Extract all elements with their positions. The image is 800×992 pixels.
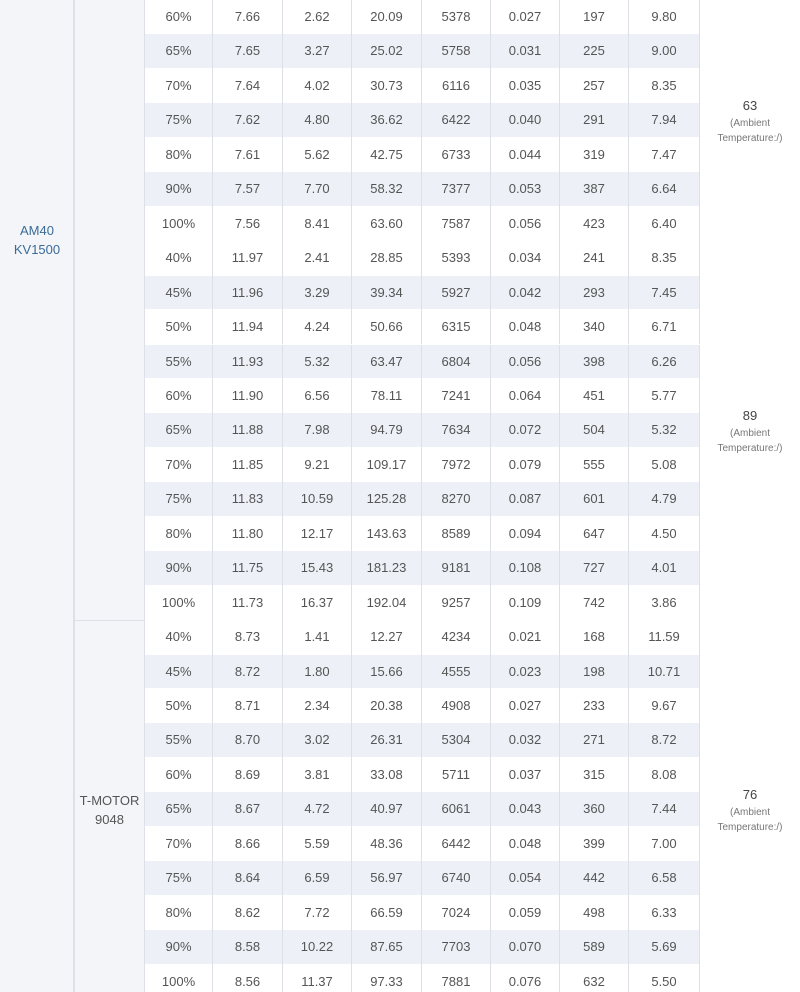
table-cell: 39.34 <box>352 276 422 310</box>
table-cell: 75% <box>145 482 213 516</box>
temperature-note: (Ambient <box>729 427 770 439</box>
temperature-value: 76 <box>742 786 758 802</box>
table-cell: 63.47 <box>352 345 422 379</box>
table-cell: 8.71 <box>213 689 283 723</box>
table-cell: 293 <box>560 276 629 310</box>
table-cell: 11.85 <box>213 448 283 482</box>
table-row <box>145 517 700 551</box>
table-cell: 90% <box>145 930 213 964</box>
table-row <box>145 241 700 275</box>
table-cell: 20.09 <box>352 0 422 34</box>
table-cell: 9.80 <box>629 0 700 34</box>
table-cell: 7241 <box>422 379 491 413</box>
table-row <box>145 103 700 137</box>
table-row <box>145 723 700 757</box>
table-cell: 5927 <box>422 276 491 310</box>
table-cell: 4.02 <box>283 69 352 103</box>
table-cell: 8.72 <box>213 655 283 689</box>
table-cell: 0.059 <box>491 896 560 930</box>
table-cell: 192.04 <box>352 586 422 620</box>
table-cell: 4.79 <box>629 482 700 516</box>
table-cell: 742 <box>560 586 629 620</box>
table-cell: 11.90 <box>213 379 283 413</box>
table-cell: 6.33 <box>629 896 700 930</box>
table-cell: 45% <box>145 655 213 689</box>
table-cell: 7.94 <box>629 103 700 137</box>
table-cell: 442 <box>560 861 629 895</box>
table-cell: 0.023 <box>491 655 560 689</box>
table-cell: 727 <box>560 551 629 585</box>
table-cell: 11.94 <box>213 310 283 344</box>
table-cell: 42.75 <box>352 138 422 172</box>
temperature-value: 63 <box>742 97 758 113</box>
table-cell: 50.66 <box>352 310 422 344</box>
table-cell: 100% <box>145 586 213 620</box>
table-cell: 26.31 <box>352 723 422 757</box>
table-cell: 181.23 <box>352 551 422 585</box>
table-cell: 0.109 <box>491 586 560 620</box>
table-cell: 7634 <box>422 413 491 447</box>
table-cell: 65% <box>145 413 213 447</box>
table-row <box>145 827 700 861</box>
table-cell: 125.28 <box>352 482 422 516</box>
table-row <box>145 586 700 620</box>
table-cell: 291 <box>560 103 629 137</box>
table-row <box>145 965 700 992</box>
table-cell: 0.040 <box>491 103 560 137</box>
table-cell: 7.45 <box>629 276 700 310</box>
table-cell: 2.62 <box>283 0 352 34</box>
motor-name-line2: 9048 <box>95 811 124 827</box>
table-cell: 7.56 <box>213 207 283 241</box>
table-row <box>145 551 700 585</box>
table-cell: 65% <box>145 34 213 68</box>
table-cell: 8.64 <box>213 861 283 895</box>
motor-name-line1: T-MOTOR <box>79 792 140 808</box>
table-cell: 10.22 <box>283 930 352 964</box>
table-cell: 7587 <box>422 207 491 241</box>
temperature-cell <box>700 620 800 992</box>
motor-name-cell <box>0 0 74 480</box>
table-cell: 3.81 <box>283 758 352 792</box>
motor-name <box>80 791 140 829</box>
table-cell: 15.43 <box>283 551 352 585</box>
table-cell: 20.38 <box>352 689 422 723</box>
table-cell: 5.50 <box>629 965 700 992</box>
table-cell: 0.064 <box>491 379 560 413</box>
table-cell: 6.64 <box>629 172 700 206</box>
table-cell: 0.032 <box>491 723 560 757</box>
table-cell: 399 <box>560 827 629 861</box>
table-cell: 4.72 <box>283 792 352 826</box>
temperature-note: Temperature:/) <box>717 132 783 144</box>
table-cell: 94.79 <box>352 413 422 447</box>
table-cell: 0.070 <box>491 930 560 964</box>
table-cell: 0.027 <box>491 689 560 723</box>
table-cell: 257 <box>560 69 629 103</box>
table-cell: 80% <box>145 896 213 930</box>
table-cell: 504 <box>560 413 629 447</box>
table-row <box>145 34 700 68</box>
table-cell: 8.41 <box>283 207 352 241</box>
table-row <box>145 345 700 379</box>
table-cell: 97.33 <box>352 965 422 992</box>
table-cell: 7.61 <box>213 138 283 172</box>
table-cell: 7.65 <box>213 34 283 68</box>
table-cell: 7377 <box>422 172 491 206</box>
table-cell: 100% <box>145 965 213 992</box>
table-cell: 5393 <box>422 241 491 275</box>
table-cell: 5711 <box>422 758 491 792</box>
table-cell: 0.027 <box>491 0 560 34</box>
temperature-cell <box>700 241 800 620</box>
table-row <box>145 482 700 516</box>
table-cell: 7.62 <box>213 103 283 137</box>
table-cell: 11.59 <box>629 620 700 654</box>
table-cell: 7.44 <box>629 792 700 826</box>
table-cell: 387 <box>560 172 629 206</box>
table-cell: 3.29 <box>283 276 352 310</box>
table-cell: 398 <box>560 345 629 379</box>
table-cell: 6.26 <box>629 345 700 379</box>
table-row <box>145 861 700 895</box>
table-cell: 6740 <box>422 861 491 895</box>
table-cell: 15.66 <box>352 655 422 689</box>
table-cell: 0.048 <box>491 310 560 344</box>
table-cell: 0.076 <box>491 965 560 992</box>
table-cell: 6733 <box>422 138 491 172</box>
table-cell: 4.24 <box>283 310 352 344</box>
table-cell: 4.50 <box>629 517 700 551</box>
table-cell: 7.98 <box>283 413 352 447</box>
table-cell: 601 <box>560 482 629 516</box>
table-cell: 11.73 <box>213 586 283 620</box>
table-row <box>145 448 700 482</box>
table-cell: 1.41 <box>283 620 352 654</box>
table-cell: 7.72 <box>283 896 352 930</box>
table-cell: 0.031 <box>491 34 560 68</box>
table-cell: 0.054 <box>491 861 560 895</box>
table-cell: 45% <box>145 276 213 310</box>
table-cell: 423 <box>560 207 629 241</box>
table-cell: 10.59 <box>283 482 352 516</box>
motor-name-line1: AM40 <box>20 223 54 238</box>
table-cell: 11.96 <box>213 276 283 310</box>
table-cell: 9181 <box>422 551 491 585</box>
table-cell: 8.08 <box>629 758 700 792</box>
table-cell: 8.35 <box>629 241 700 275</box>
table-cell: 0.042 <box>491 276 560 310</box>
table-cell: 6315 <box>422 310 491 344</box>
table-row <box>145 655 700 689</box>
table-cell: 6061 <box>422 792 491 826</box>
table-cell: 90% <box>145 551 213 585</box>
table-cell: 5.62 <box>283 138 352 172</box>
table-cell: 7.66 <box>213 0 283 34</box>
table-cell: 555 <box>560 448 629 482</box>
table-cell: 647 <box>560 517 629 551</box>
table-cell: 225 <box>560 34 629 68</box>
table-cell: 75% <box>145 861 213 895</box>
table-cell: 66.59 <box>352 896 422 930</box>
table-cell: 3.27 <box>283 34 352 68</box>
table-cell: 55% <box>145 345 213 379</box>
table-cell: 65% <box>145 792 213 826</box>
table-cell: 0.094 <box>491 517 560 551</box>
table-cell: 50% <box>145 689 213 723</box>
motor-name-line2: KV1500 <box>13 242 61 257</box>
table-cell: 143.63 <box>352 517 422 551</box>
table-cell: 6804 <box>422 345 491 379</box>
table-cell: 7972 <box>422 448 491 482</box>
table-cell: 11.80 <box>213 517 283 551</box>
table-cell: 0.037 <box>491 758 560 792</box>
table-cell: 11.75 <box>213 551 283 585</box>
table-cell: 7.64 <box>213 69 283 103</box>
table-cell: 30.73 <box>352 69 422 103</box>
table-cell: 5.77 <box>629 379 700 413</box>
table-cell: 340 <box>560 310 629 344</box>
table-cell: 36.62 <box>352 103 422 137</box>
table-cell: 11.97 <box>213 241 283 275</box>
table-cell: 451 <box>560 379 629 413</box>
table-cell: 6.40 <box>629 207 700 241</box>
temperature-note: (Ambient <box>729 117 770 129</box>
table-cell: 8.69 <box>213 758 283 792</box>
table-row <box>145 413 700 447</box>
table-cell: 0.108 <box>491 551 560 585</box>
temperature-cell <box>700 0 800 241</box>
motor-name-cell <box>74 620 145 992</box>
table-row <box>145 792 700 826</box>
table-cell: 315 <box>560 758 629 792</box>
table-cell: 0.056 <box>491 207 560 241</box>
table-cell: 10.71 <box>629 655 700 689</box>
table-cell: 8589 <box>422 517 491 551</box>
table-cell: 4.80 <box>283 103 352 137</box>
table-row <box>145 379 700 413</box>
table-cell: 0.087 <box>491 482 560 516</box>
table-cell: 2.34 <box>283 689 352 723</box>
table-cell: 0.048 <box>491 827 560 861</box>
table-cell: 0.072 <box>491 413 560 447</box>
table-cell: 55% <box>145 723 213 757</box>
table-cell: 4.01 <box>629 551 700 585</box>
table-cell: 6.71 <box>629 310 700 344</box>
table-cell: 11.83 <box>213 482 283 516</box>
table-cell: 4555 <box>422 655 491 689</box>
table-cell: 11.93 <box>213 345 283 379</box>
temperature-note: Temperature:/) <box>717 442 783 454</box>
table-cell: 7.47 <box>629 138 700 172</box>
temperature-note: Temperature:/) <box>717 821 783 833</box>
table-cell: 632 <box>560 965 629 992</box>
motor-name <box>14 221 60 259</box>
table-cell: 80% <box>145 517 213 551</box>
table-cell: 33.08 <box>352 758 422 792</box>
table-cell: 60% <box>145 379 213 413</box>
table-row <box>145 896 700 930</box>
table-cell: 50% <box>145 310 213 344</box>
table-cell: 40% <box>145 241 213 275</box>
table-cell: 80% <box>145 138 213 172</box>
table-cell: 7881 <box>422 965 491 992</box>
table-row <box>145 310 700 344</box>
table-cell: 90% <box>145 172 213 206</box>
table-cell: 5.59 <box>283 827 352 861</box>
table-cell: 7.70 <box>283 172 352 206</box>
table-cell: 0.021 <box>491 620 560 654</box>
table-cell: 0.034 <box>491 241 560 275</box>
table-cell: 360 <box>560 792 629 826</box>
table-cell: 60% <box>145 0 213 34</box>
table-cell: 0.079 <box>491 448 560 482</box>
table-cell: 7703 <box>422 930 491 964</box>
table-cell: 498 <box>560 896 629 930</box>
table-cell: 5.32 <box>629 413 700 447</box>
table-cell: 5758 <box>422 34 491 68</box>
table-cell: 168 <box>560 620 629 654</box>
table-cell: 0.035 <box>491 69 560 103</box>
table-cell: 109.17 <box>352 448 422 482</box>
table-cell: 6422 <box>422 103 491 137</box>
table-cell: 0.056 <box>491 345 560 379</box>
table-cell: 319 <box>560 138 629 172</box>
table-cell: 7.57 <box>213 172 283 206</box>
table-cell: 7024 <box>422 896 491 930</box>
table-cell: 40.97 <box>352 792 422 826</box>
table-cell: 25.02 <box>352 34 422 68</box>
table-cell: 9.00 <box>629 34 700 68</box>
table-cell: 100% <box>145 207 213 241</box>
table-cell: 3.02 <box>283 723 352 757</box>
table-cell: 4234 <box>422 620 491 654</box>
table-cell: 70% <box>145 827 213 861</box>
table-cell: 8.70 <box>213 723 283 757</box>
table-row <box>145 620 700 654</box>
table-cell: 5.32 <box>283 345 352 379</box>
table-cell: 6.56 <box>283 379 352 413</box>
table-cell: 6116 <box>422 69 491 103</box>
table-cell: 11.88 <box>213 413 283 447</box>
table-cell: 12.27 <box>352 620 422 654</box>
table-cell: 0.053 <box>491 172 560 206</box>
table-cell: 5.69 <box>629 930 700 964</box>
table-row <box>145 689 700 723</box>
table-cell: 8.35 <box>629 69 700 103</box>
table-cell: 8.56 <box>213 965 283 992</box>
table-cell: 0.043 <box>491 792 560 826</box>
table-cell: 11.37 <box>283 965 352 992</box>
table-cell: 75% <box>145 103 213 137</box>
table-cell: 6.59 <box>283 861 352 895</box>
table-cell: 9.21 <box>283 448 352 482</box>
table-cell: 589 <box>560 930 629 964</box>
table-cell: 60% <box>145 758 213 792</box>
table-cell: 56.97 <box>352 861 422 895</box>
table-cell: 198 <box>560 655 629 689</box>
table-cell: 28.85 <box>352 241 422 275</box>
table-cell: 5.08 <box>629 448 700 482</box>
table-cell: 1.80 <box>283 655 352 689</box>
table-cell: 8270 <box>422 482 491 516</box>
table-cell: 8.58 <box>213 930 283 964</box>
table-cell: 70% <box>145 448 213 482</box>
table-row <box>145 172 700 206</box>
table-row <box>145 276 700 310</box>
table-cell: 87.65 <box>352 930 422 964</box>
table-cell: 9.67 <box>629 689 700 723</box>
table-cell: 58.32 <box>352 172 422 206</box>
table-cell: 70% <box>145 69 213 103</box>
table-cell: 5304 <box>422 723 491 757</box>
table-cell: 8.62 <box>213 896 283 930</box>
table-cell: 8.73 <box>213 620 283 654</box>
table-cell: 78.11 <box>352 379 422 413</box>
table-cell: 0.044 <box>491 138 560 172</box>
table-cell: 8.72 <box>629 723 700 757</box>
table-cell: 2.41 <box>283 241 352 275</box>
table-cell: 7.00 <box>629 827 700 861</box>
table-row <box>145 930 700 964</box>
table-cell: 8.67 <box>213 792 283 826</box>
table-cell: 40% <box>145 620 213 654</box>
table-cell: 16.37 <box>283 586 352 620</box>
table-row <box>145 207 700 241</box>
table-cell: 3.86 <box>629 586 700 620</box>
propeller-cell <box>74 0 145 241</box>
table-cell: 6.58 <box>629 861 700 895</box>
table-cell: 5378 <box>422 0 491 34</box>
table-cell: 12.17 <box>283 517 352 551</box>
temperature-value: 89 <box>742 407 758 423</box>
table-row <box>145 758 700 792</box>
table-cell: 271 <box>560 723 629 757</box>
table-row <box>145 0 700 34</box>
table-cell: 63.60 <box>352 207 422 241</box>
table-cell: 197 <box>560 0 629 34</box>
temperature-note: (Ambient <box>729 806 770 818</box>
table-row <box>145 69 700 103</box>
table-cell: 4908 <box>422 689 491 723</box>
table-cell: 9257 <box>422 586 491 620</box>
table-cell: 233 <box>560 689 629 723</box>
table-cell: 241 <box>560 241 629 275</box>
table-cell: 48.36 <box>352 827 422 861</box>
table-cell: 6442 <box>422 827 491 861</box>
table-row <box>145 138 700 172</box>
table-cell: 8.66 <box>213 827 283 861</box>
